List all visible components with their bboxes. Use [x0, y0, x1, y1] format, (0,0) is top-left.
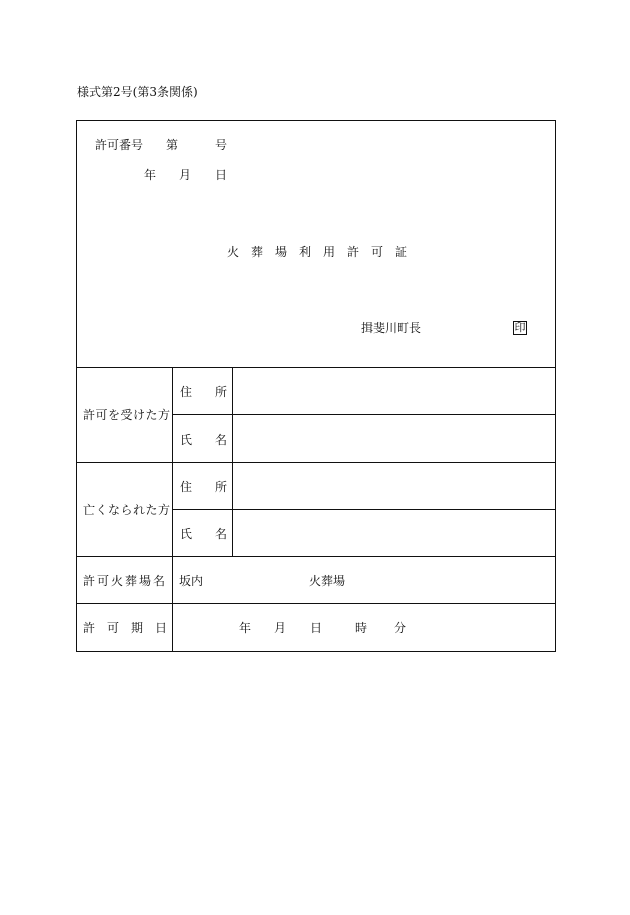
crematorium-label-char: 火	[111, 574, 124, 588]
permit-holder-label: 許可を受けた方	[83, 408, 171, 422]
row-divider	[76, 556, 556, 557]
crematorium-label-char: 許	[83, 574, 96, 588]
crematorium-label-char: 名	[153, 574, 166, 588]
row-divider	[172, 509, 556, 510]
crematorium-prefix: 坂内	[179, 574, 204, 588]
permit-form-frame	[76, 120, 556, 652]
column-divider	[232, 367, 233, 556]
period-label-char: 許	[83, 621, 96, 635]
period-minute-unit: 分	[394, 621, 407, 635]
title-char: 用	[323, 245, 336, 259]
address-label-char: 所	[215, 385, 228, 399]
issuer-name: 揖斐川町長	[361, 321, 422, 335]
crematorium-label-char: 可	[97, 574, 110, 588]
period-label-char: 可	[107, 621, 120, 635]
deceased-label: 亡くなられた方	[83, 503, 171, 517]
title-char: 場	[275, 245, 288, 259]
issue-date-day: 日	[215, 168, 228, 182]
seal-stamp: 印	[514, 321, 526, 334]
period-year-unit: 年	[239, 621, 252, 635]
permit-number-dai: 第	[166, 138, 179, 152]
crematorium-suffix: 火葬場	[309, 574, 346, 588]
permit-number-go: 号	[215, 138, 228, 152]
row-divider	[172, 414, 556, 415]
address-label-char: 住	[180, 385, 193, 399]
address-label-char: 住	[180, 480, 193, 494]
title-char: 葬	[251, 245, 264, 259]
title-char: 利	[299, 245, 312, 259]
issue-date-year: 年	[144, 168, 157, 182]
title-char: 可	[371, 245, 384, 259]
name-label-char: 名	[215, 527, 228, 541]
crematorium-label-char: 葬	[125, 574, 138, 588]
title-char: 火	[227, 245, 240, 259]
row-divider	[76, 603, 556, 604]
crematorium-label-char: 場	[139, 574, 152, 588]
name-label-char: 氏	[180, 433, 193, 447]
form-number-label: 様式第2号(第3条関係)	[77, 85, 198, 99]
issue-date-month: 月	[179, 168, 192, 182]
row-divider	[76, 462, 556, 463]
period-day-unit: 日	[310, 621, 323, 635]
period-label-char: 日	[155, 621, 168, 635]
column-divider	[172, 367, 173, 652]
name-label-char: 氏	[180, 527, 193, 541]
permit-number-label: 許可番号	[95, 138, 144, 152]
title-char: 許	[347, 245, 360, 259]
period-month-unit: 月	[274, 621, 287, 635]
period-label-char: 期	[131, 621, 144, 635]
section-divider	[76, 367, 556, 368]
period-hour-unit: 時	[355, 621, 368, 635]
address-label-char: 所	[215, 480, 228, 494]
name-label-char: 名	[215, 433, 228, 447]
title-char: 証	[395, 245, 408, 259]
